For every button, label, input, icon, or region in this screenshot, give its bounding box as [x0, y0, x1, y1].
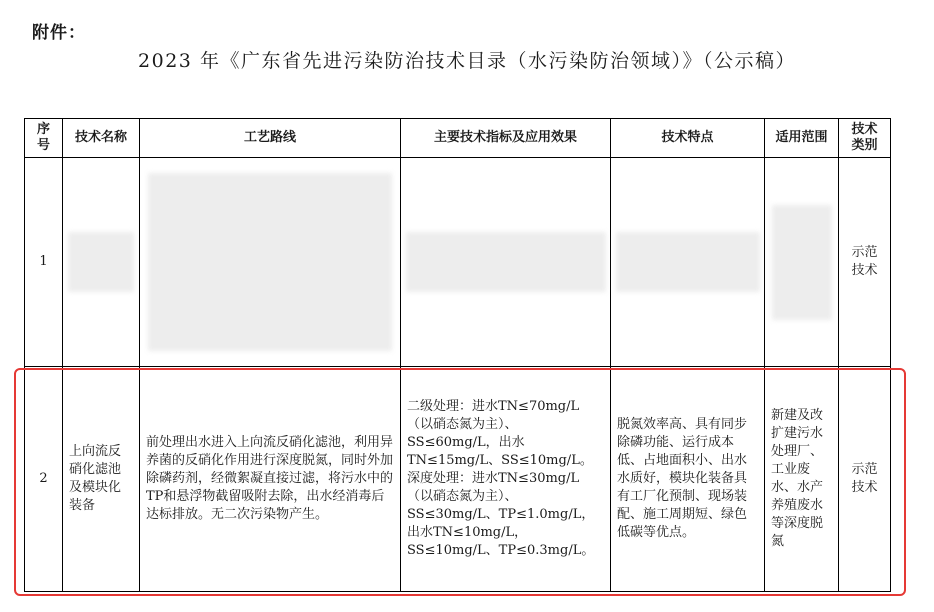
table-header-row [25, 119, 891, 158]
row-features [611, 158, 765, 367]
row-no: 1 [25, 158, 63, 367]
redacted-block [148, 173, 392, 351]
row-scope: 新建及改扩建污水处理厂、工业废水、水产养殖废水等深度脱氮 [765, 367, 839, 592]
header-name: 技术名称 [63, 119, 140, 158]
attachment-label: 附件： [32, 23, 86, 43]
header-no: 序 号 [25, 119, 63, 158]
header-indicators: 主要技术指标及应用效果 [401, 119, 611, 158]
row-category: 示范 技术 [839, 367, 891, 592]
header-process: 工艺路线 [140, 119, 401, 158]
header-features: 技术特点 [611, 119, 765, 158]
header-scope: 适用范围 [765, 119, 839, 158]
document-title: 2023 年《广东省先进污染防治技术目录（水污染防治领域）》（公示稿） [138, 50, 796, 72]
technology-table [24, 118, 891, 592]
table-row [25, 367, 891, 592]
row-no: 2 [25, 367, 63, 592]
row-features: 脱氮效率高、具有同步除磷功能、运行成本低、占地面积小、出水水质好，模块化装备具有工厂化预制、现场装配、施工周期短、绿色低碳等优点。 [611, 367, 765, 592]
row-process: 前处理出水进入上向流反硝化滤池，利用异养菌的反硝化作用进行深度脱氮，同时外加除磷药剂，经微絮凝直接过滤，将污水中的TP和悬浮物截留吸附去除，出水经消毒后达标排放。无二次污染物产生。 [140, 367, 401, 592]
row-category: 示范 技术 [839, 158, 891, 367]
header-category: 技术 类别 [839, 119, 891, 158]
redacted-block [772, 205, 832, 320]
row-process [140, 158, 401, 367]
row-name: 上向流反硝化滤池及模块化装备 [63, 367, 140, 592]
redacted-block [406, 232, 606, 292]
redacted-block [68, 232, 134, 292]
row-indicators: 二级处理：进水TN≤70mg/L（以硝态氮为主）、SS≤60mg/L，出水TN≤15mg/L、SS≤10mg/L。深度处理：进水TN≤30mg/L（以硝态氮为主）、SS≤30mg/L、TP≤1.0mg/L，出水TN≤10mg/L，SS≤10mg/L、TP≤0.3mg/L。 [401, 367, 611, 592]
table-row [25, 158, 891, 367]
redacted-block [616, 232, 760, 292]
row-scope [765, 158, 839, 367]
row-indicators [401, 158, 611, 367]
row-name [63, 158, 140, 367]
